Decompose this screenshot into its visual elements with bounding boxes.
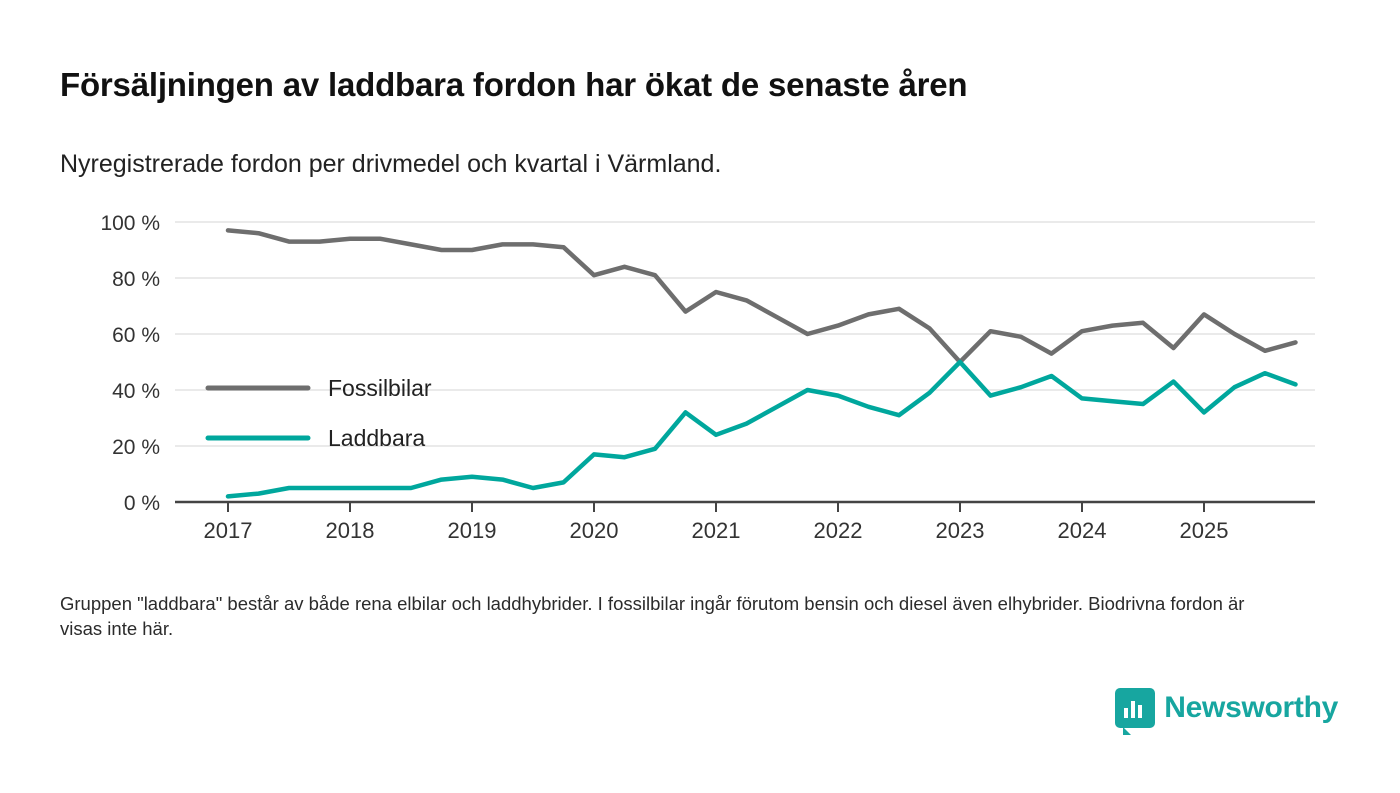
x-axis-labels [204, 518, 1229, 543]
x-tick-2019: 2019 [447, 518, 497, 543]
y-tick-80: 80 % [112, 268, 160, 291]
chart-footnote: Gruppen "laddbara" består av både rena elbilar och laddhybrider. I fossilbilar ingår förutom bensin och diesel även elhybrider. Biodrivna fordon är visas inte här. [60, 593, 1245, 639]
x-tick-2021: 2021 [691, 518, 741, 543]
y-tick-60: 60 % [112, 324, 160, 347]
x-tick-2020: 2020 [569, 518, 619, 543]
x-tick-2025: 2025 [1179, 518, 1229, 543]
y-tick-100: 100 % [100, 212, 160, 235]
brand-name: Newsworthy [1164, 691, 1338, 724]
gridlines [175, 222, 1315, 446]
x-tick-2022: 2022 [813, 518, 863, 543]
legend-label-laddbara: Laddbara [328, 425, 426, 451]
newsworthy-logo [1115, 688, 1338, 728]
x-tick-2023: 2023 [935, 518, 985, 543]
x-axis-ticks [228, 502, 1204, 512]
x-tick-2018: 2018 [325, 518, 375, 543]
series-line-fossilbilar [228, 230, 1296, 362]
legend-label-fossilbilar: Fossilbilar [328, 375, 432, 401]
bar-chart-icon-bars [1124, 701, 1142, 718]
y-tick-20: 20 % [112, 436, 160, 459]
page-title: Försäljningen av laddbara fordon har ökat de senaste åren [60, 66, 968, 103]
x-tick-2017: 2017 [203, 518, 253, 543]
line-chart [60, 200, 1340, 545]
chart-legend [208, 375, 432, 451]
page-subtitle: Nyregistrerade fordon per drivmedel och kvartal i Värmland. [60, 150, 722, 178]
y-tick-40: 40 % [112, 380, 160, 403]
y-axis-labels [100, 212, 160, 515]
y-tick-0: 0 % [123, 492, 160, 515]
bar-chart-icon [1115, 688, 1155, 728]
x-tick-2024: 2024 [1057, 518, 1107, 543]
